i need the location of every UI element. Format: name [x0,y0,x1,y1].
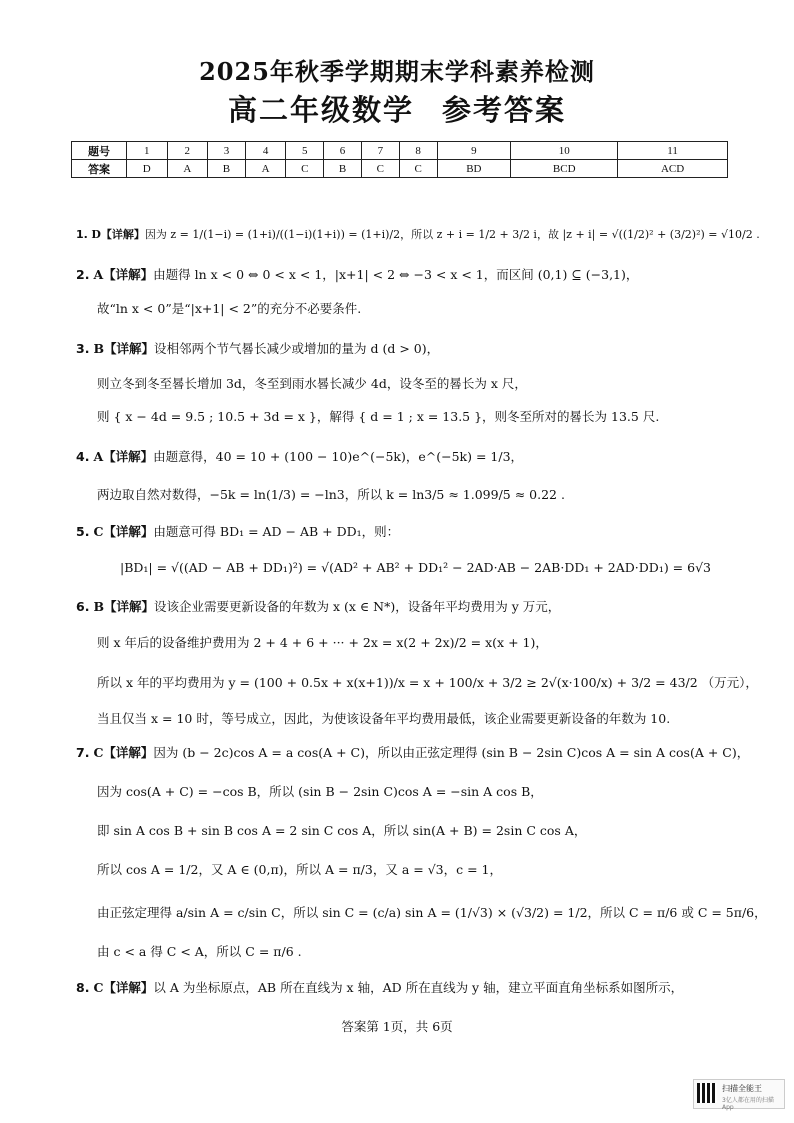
cell-number: 9 [437,142,511,160]
question-number: 2. [76,267,90,282]
detail-tag: 【详解】 [103,449,154,464]
cell-answer: C [286,160,324,178]
question-number: 3. [76,341,90,356]
cell-answer: B [324,160,362,178]
answer-letter: B [93,599,105,614]
answer-table [71,141,728,178]
answer-letter: C [93,745,104,760]
answer-letter: C [93,524,104,539]
cell-answer: D [127,160,168,178]
solution-6 [76,599,560,615]
subtitle-answer: 参考答案 [442,93,567,127]
cell-answer: BCD [511,160,618,178]
solution-line: 因为 cos(A + C) = −cos B，所以 (sin B − 2sin C)cos A = −sin A cos B， [97,784,543,799]
cell-number: 5 [286,142,324,160]
detail-tag: 【详解】 [103,745,154,760]
question-number: 8. [76,980,90,995]
solution-text: 因为 z = 1/(1−i) = (1+i)/((1−i)(1+i)) = (1+i)/2，所以 z + i = 1/2 + 3/2 i，故 |z + i| = √((1/2)² + (3/2)²) = √10/2 . [144,228,760,241]
answer-table-row-answers [72,160,728,178]
answer-letter: A [93,267,104,282]
question-number: 6. [76,599,90,614]
solution-line: 当且仅当 x = 10 时，等号成立，因此，为使该设备年平均费用最低，该企业需要更新设备的年数为 10. [97,711,671,726]
solution-4 [76,449,523,465]
solution-7 [76,745,749,761]
cell-number: 4 [245,142,286,160]
solution-1 [76,227,760,243]
solution-line: 以 A 为坐标原点，AB 所在直线为 x 轴，AD 所在直线为 y 轴，建立平面直角坐标系如图所示， [153,980,684,995]
solution-line: 两边取自然对数得，−5k = ln(1/3) = −ln3，所以 k = ln3/5 ≈ 1.099/5 ≈ 0.22 . [97,487,565,502]
document-subtitle [0,88,794,129]
question-number: 5. [76,524,90,539]
solution-line: 所以 x 年的平均费用为 y = (100 + 0.5x + x(x+1))/x = x + 100/x + 3/2 ≥ 2√(x·100/x) + 3/2 = 43/2 （万元）， [97,675,758,690]
detail-tag: 【详解】 [103,267,154,282]
solution-line: 则立冬到冬至晷长增加 3d，冬至到雨水晷长减少 4d，设冬至的晷长为 x 尺， [97,376,527,391]
cell-answer: C [399,160,437,178]
solution-2 [76,267,638,283]
row-label-answers: 答案 [72,160,127,178]
cell-number: 8 [399,142,437,160]
solution-line: 设相邻两个节气晷长减少或增加的量为 d (d > 0)， [154,341,440,356]
cell-answer: A [167,160,208,178]
answer-table-row-numbers [72,142,728,160]
solution-line: 因为 (b − 2c)cos A = a cos(A + C)，所以由正弦定理得 (sin B − 2sin C)cos A = sin A cos(A + C)， [153,745,750,760]
solution-line: 所以 cos A = 1/2，又 A ∈ (0,π)，所以 A = π/3，又 a = √3，c = 1， [97,862,502,877]
cell-answer: B [208,160,246,178]
solution-line: |BD₁| = √((AD − AB + DD₁)²) = √(AD² + AB² + DD₁² − 2AD·AB − 2AB·DD₁ + 2AD·DD₁) = 6√3 [120,560,711,575]
cell-number: 1 [127,142,168,160]
solution-line: 则 x 年后的设备维护费用为 2 + 4 + 6 + ··· + 2x = x(2 + 2x)/2 = x(x + 1)， [97,635,548,650]
cell-number: 7 [361,142,399,160]
answer-letter: A [93,449,104,464]
scanner-watermark-logo [693,1079,785,1109]
detail-tag: 【详解】 [103,980,154,995]
cell-number: 6 [324,142,362,160]
cell-answer: ACD [618,160,728,178]
qr-code-icon [697,1083,717,1103]
cell-answer: A [245,160,286,178]
solution-line: 由正弦定理得 a/sin A = c/sin C，所以 sin C = (c/a) sin A = (1/√3) × (√3/2) = 1/2，所以 C = π/6 或 C = 5π/6， [97,905,767,920]
question-number: 7. [76,745,90,760]
detail-tag: 【详解】 [104,599,155,614]
solution-5 [76,524,399,540]
detail-tag: 【详解】 [103,524,154,539]
logo-subtitle: 3亿人都在用的扫描App [722,1097,774,1111]
solution-8 [76,980,683,996]
solution-line: 设该企业需要更新设备的年数为 x (x ∈ N*)，设备年平均费用为 y 万元， [154,599,561,614]
logo-brand: 扫描全能王 [722,1084,762,1093]
document-title: 2025年秋季学期期末学科素养检测 [199,57,595,86]
cell-number: 3 [208,142,246,160]
question-number: 1. [76,228,88,241]
solution-line: 即 sin A cos B + sin B cos A = 2 sin C cos A，所以 sin(A + B) = 2sin C cos A， [97,823,587,838]
cell-answer: C [361,160,399,178]
solution-line: 由 c < a 得 C < A，所以 C = π/6 . [97,944,302,959]
solution-line: 由题得 ln x < 0 ⇔ 0 < x < 1，|x+1| < 2 ⇔ −3 < x < 1，而区间 (0,1) ⊆ (−3,1)， [153,267,639,282]
solution-line: 由题意可得 BD₁ = AD − AB + DD₁，则： [153,524,400,539]
solution-line: 由题意得，40 = 10 + (100 − 10)e^(−5k)，e^(−5k) = 1/3， [153,449,524,464]
cell-number: 10 [511,142,618,160]
solution-3 [76,341,439,357]
detail-tag: 【详解】 [100,228,145,241]
solution-line: 故“ln x < 0”是“|x+1| < 2”的充分不必要条件. [97,301,362,316]
answer-letter: D [91,228,101,241]
cell-answer: BD [437,160,511,178]
solution-line: 则 { x − 4d = 9.5 ; 10.5 + 3d = x }，解得 { d = 1 ; x = 13.5 }，则冬至所对的晷长为 13.5 尺. [97,409,660,424]
row-label-numbers: 题号 [72,142,127,160]
page-footer: 答案第 1页，共 6页 [341,1019,453,1034]
subtitle-grade: 高二年级数学 [227,93,414,127]
detail-tag: 【详解】 [104,341,155,356]
cell-number: 11 [618,142,728,160]
answer-letter: C [93,980,104,995]
question-number: 4. [76,449,90,464]
answer-letter: B [93,341,105,356]
cell-number: 2 [167,142,208,160]
